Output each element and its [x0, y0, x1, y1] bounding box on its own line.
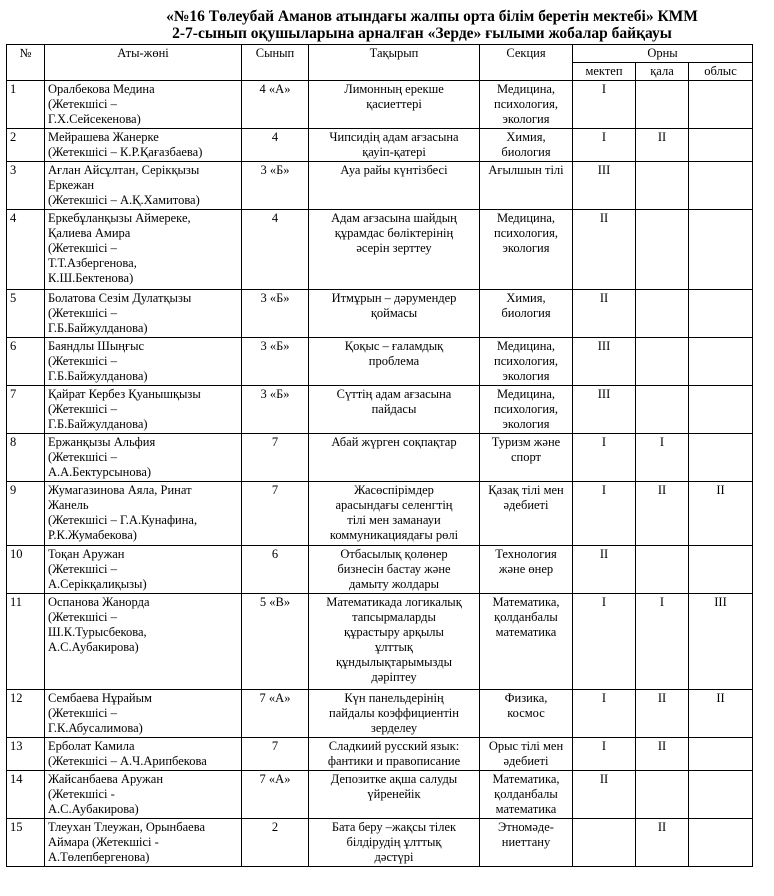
row-topic: Отбасылық қолөнер бизнесін бастау және дамыту жолдары: [309, 546, 480, 594]
row-grade: 7 «А»: [242, 771, 309, 819]
row-grade: 3 «Б»: [242, 290, 309, 338]
row-place-city: [636, 210, 689, 290]
row-place-school: I: [573, 690, 636, 738]
row-name: Ерболат Камила (Жетекшісі – А.Ч.Арипбекова: [45, 738, 242, 771]
row-place-region: [689, 290, 753, 338]
row-place-region: [689, 129, 753, 162]
results-table: [6, 44, 753, 867]
row-place-school: II: [573, 546, 636, 594]
row-num: 13: [7, 738, 45, 771]
row-place-region: [689, 546, 753, 594]
row-section: Медицина, психология, экология: [480, 338, 573, 386]
row-name: Жайсанбаева Аружан (Жетекшісі - А.С.Аубакирова): [45, 771, 242, 819]
header-num: №: [7, 45, 45, 81]
table-row: [7, 81, 753, 129]
row-place-city: II: [636, 690, 689, 738]
row-place-city: [636, 546, 689, 594]
row-place-school: III: [573, 162, 636, 210]
row-num: 5: [7, 290, 45, 338]
row-place-city: II: [636, 129, 689, 162]
row-section: Физика, космос: [480, 690, 573, 738]
row-place-city: [636, 81, 689, 129]
row-num: 7: [7, 386, 45, 434]
title-line-2: 2-7-сынып оқушыларына арналған «Зерде» ғылыми жобалар байқауы: [172, 25, 672, 42]
row-num: 14: [7, 771, 45, 819]
row-name: Еркебұланқызы Аймереке, Қалиева Амира (Жетекшісі – Т.Т.Азбергенова, К.Ш.Бектенова): [45, 210, 242, 290]
row-place-school: I: [573, 81, 636, 129]
row-grade: 7: [242, 482, 309, 546]
row-section: Математика, қолданбалы математика: [480, 594, 573, 690]
row-num: 9: [7, 482, 45, 546]
row-topic: Математикада логикалық тапсырмаларды құрастыру арқылы ұлттық құндылықтарымызды дәріптеу: [309, 594, 480, 690]
table-row: [7, 482, 753, 546]
row-section: Технология және өнер: [480, 546, 573, 594]
row-section: Химия, биология: [480, 290, 573, 338]
row-place-city: [636, 290, 689, 338]
row-topic: Итмұрын – дәрумендер қоймасы: [309, 290, 480, 338]
row-place-school: III: [573, 386, 636, 434]
header-section: Секция: [480, 45, 573, 81]
row-num: 11: [7, 594, 45, 690]
header-topic: Тақырып: [309, 45, 480, 81]
document-title: [0, 8, 774, 42]
row-topic: Адам ағзасына шайдың құрамдас бөліктерінің әсерін зерттеу: [309, 210, 480, 290]
header-grade: Сынып: [242, 45, 309, 81]
row-place-region: [689, 210, 753, 290]
row-topic: Депозитке ақша салуды үйренейік: [309, 771, 480, 819]
row-section: Орыс тілі мен әдебиеті: [480, 738, 573, 771]
row-place-city: [636, 771, 689, 819]
row-name: Жумагазинова Аяла, Ринат Жанель (Жетекшісі – Г.А.Кунафина, Р.К.Жумабекова): [45, 482, 242, 546]
row-place-school: I: [573, 129, 636, 162]
row-place-school: I: [573, 738, 636, 771]
row-name: Оралбекова Медина (Жетекшісі – Г.Х.Сейсекенова): [45, 81, 242, 129]
row-section: Ағылшын тілі: [480, 162, 573, 210]
row-name: Мейрашева Жанерке (Жетекшісі – К.Р.Қағазбаева): [45, 129, 242, 162]
header-school: мектеп: [573, 63, 636, 81]
row-place-school: I: [573, 594, 636, 690]
row-grade: 4 «А»: [242, 81, 309, 129]
row-name: Қайрат Кербез Қуанышқызы (Жетекшісі – Г.Б.Байжулданова): [45, 386, 242, 434]
title-line-1: «№16 Төлеубай Аманов атындағы жалпы орта білім беретін мектебі» КММ: [166, 8, 698, 25]
table-row: [7, 771, 753, 819]
row-topic: Жасөспірімдер арасындағы селенгтің тілі мен заманауи коммуникациядағы рөлі: [309, 482, 480, 546]
table-row: [7, 819, 753, 867]
row-place-city: II: [636, 482, 689, 546]
row-section: Медицина, психология, экология: [480, 210, 573, 290]
row-num: 6: [7, 338, 45, 386]
row-topic: Сладкиий русский язык: фантики и правописание: [309, 738, 480, 771]
row-section: Медицина, психология, экология: [480, 386, 573, 434]
row-num: 15: [7, 819, 45, 867]
row-grade: 4: [242, 129, 309, 162]
row-topic: Ауа райы күнтізбесі: [309, 162, 480, 210]
table-row: [7, 210, 753, 290]
row-place-city: II: [636, 819, 689, 867]
row-grade: 3 «Б»: [242, 162, 309, 210]
row-num: 3: [7, 162, 45, 210]
row-grade: 7: [242, 738, 309, 771]
table-row: [7, 386, 753, 434]
row-place-region: [689, 81, 753, 129]
table-row: [7, 738, 753, 771]
row-grade: 6: [242, 546, 309, 594]
row-place-school: II: [573, 290, 636, 338]
header-city: қала: [636, 63, 689, 81]
table-row: [7, 162, 753, 210]
row-place-region: [689, 162, 753, 210]
row-grade: 3 «Б»: [242, 338, 309, 386]
row-topic: Абай жүрген соқпақтар: [309, 434, 480, 482]
header-place: Орны: [573, 45, 753, 63]
row-place-region: II: [689, 690, 753, 738]
row-grade: 2: [242, 819, 309, 867]
row-place-school: II: [573, 771, 636, 819]
row-name: Тлеухан Тлеужан, Орынбаева Аймара (Жетекшісі - А.Төлепбергенова): [45, 819, 242, 867]
row-name: Ағлан Айсұлтан, Серікқызы Еркежан (Жетекшісі – А.Қ.Хамитова): [45, 162, 242, 210]
header-region: облыс: [689, 63, 753, 81]
row-place-region: [689, 819, 753, 867]
table-row: [7, 546, 753, 594]
row-section: Этномәде- ниеттану: [480, 819, 573, 867]
row-num: 2: [7, 129, 45, 162]
row-section: Туризм және спорт: [480, 434, 573, 482]
row-topic: Сүттің адам ағзасына пайдасы: [309, 386, 480, 434]
row-place-school: [573, 819, 636, 867]
row-place-city: [636, 386, 689, 434]
row-name: Болатова Сезім Дулатқызы (Жетекшісі – Г.Б.Байжулданова): [45, 290, 242, 338]
row-name: Баяндлы Шыңғыс (Жетекшісі – Г.Б.Байжулданова): [45, 338, 242, 386]
row-section: Қазақ тілі мен әдебиеті: [480, 482, 573, 546]
row-place-region: [689, 771, 753, 819]
table-row: [7, 129, 753, 162]
table-row: [7, 690, 753, 738]
row-place-school: I: [573, 434, 636, 482]
row-num: 4: [7, 210, 45, 290]
row-place-city: II: [636, 738, 689, 771]
row-section: Медицина, психология, экология: [480, 81, 573, 129]
row-section: Математика, қолданбалы математика: [480, 771, 573, 819]
row-section: Химия, биология: [480, 129, 573, 162]
row-name: Ержанқызы Альфия (Жетекшісі – А.А.Бектурсынова): [45, 434, 242, 482]
row-name: Сембаева Нұрайым (Жетекшісі – Г.К.Абусалимова): [45, 690, 242, 738]
table-row: [7, 338, 753, 386]
row-grade: 3 «Б»: [242, 386, 309, 434]
row-num: 12: [7, 690, 45, 738]
row-num: 8: [7, 434, 45, 482]
header-name: Аты-жөні: [45, 45, 242, 81]
row-place-region: [689, 338, 753, 386]
row-place-city: [636, 338, 689, 386]
row-grade: 7: [242, 434, 309, 482]
row-topic: Лимонның ерекше қасиеттері: [309, 81, 480, 129]
row-place-school: II: [573, 210, 636, 290]
row-place-region: [689, 386, 753, 434]
row-num: 10: [7, 546, 45, 594]
row-grade: 5 «В»: [242, 594, 309, 690]
row-place-region: III: [689, 594, 753, 690]
row-place-city: I: [636, 434, 689, 482]
row-place-region: [689, 738, 753, 771]
table-row: [7, 434, 753, 482]
row-topic: Қоқыс – ғаламдық проблема: [309, 338, 480, 386]
row-place-region: [689, 434, 753, 482]
row-topic: Чипсидің адам ағзасына қауіп-қатері: [309, 129, 480, 162]
row-grade: 4: [242, 210, 309, 290]
row-grade: 7 «А»: [242, 690, 309, 738]
table-row: [7, 594, 753, 690]
row-place-city: I: [636, 594, 689, 690]
row-topic: Бата беру –жақсы тілек білдірудің ұлттық дәстүрі: [309, 819, 480, 867]
row-num: 1: [7, 81, 45, 129]
table-row: [7, 290, 753, 338]
row-name: Оспанова Жанорда (Жетекшісі – Ш.К.Турысбекова, А.С.Аубакирова): [45, 594, 242, 690]
row-place-city: [636, 162, 689, 210]
row-place-region: II: [689, 482, 753, 546]
table-body: [7, 81, 753, 867]
row-name: Тоқан Аружан (Жетекшісі – А.Серікқалиқызы): [45, 546, 242, 594]
row-place-school: I: [573, 482, 636, 546]
row-place-school: III: [573, 338, 636, 386]
row-topic: Күн панельдерінің пайдалы коэффициентін зерделеу: [309, 690, 480, 738]
